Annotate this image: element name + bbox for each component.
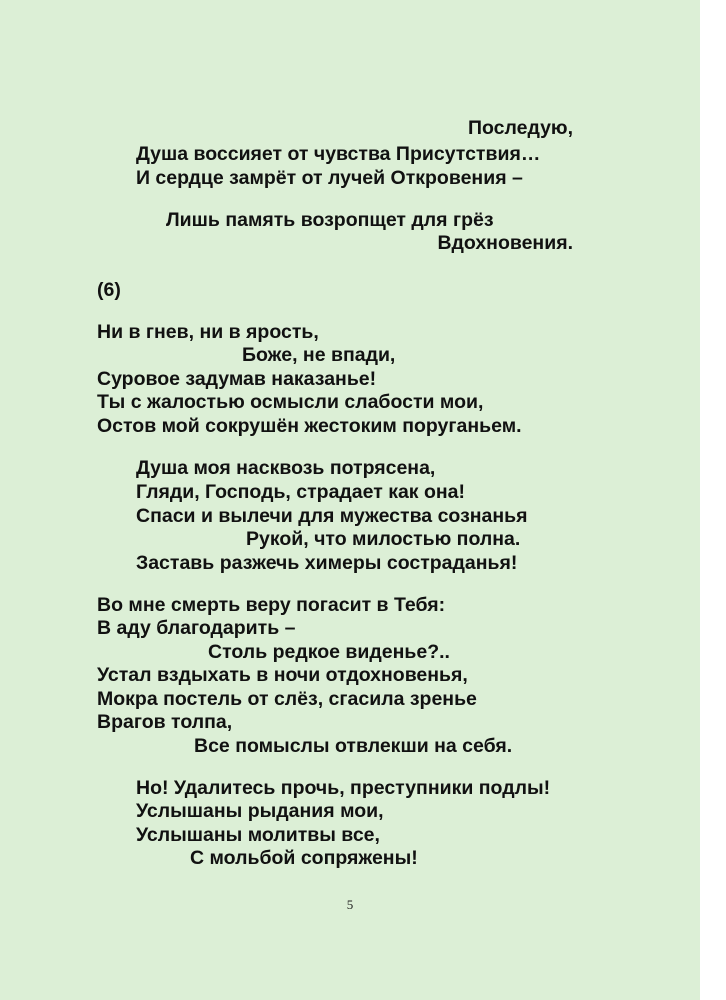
poem-line: Все помыслы отвлекши на себя. [194, 735, 513, 757]
poem-line: Столь редкое виденье?.. [208, 641, 450, 663]
poem-line: Ты с жалостью осмысли слабости мои, [97, 391, 484, 413]
poem-line: С мольбой сопряжены! [190, 847, 418, 869]
poem-line: Ни в гнев, ни в ярость, [97, 321, 319, 343]
poem-line: Услышаны рыдания мои, [136, 800, 384, 822]
poem-line: Но! Удалитесь прочь, преступники подлы! [136, 777, 551, 799]
poem-line: Последую, [467, 117, 573, 139]
poem-line: Лишь память возропщет для грёз [166, 209, 494, 231]
poem-line: Во мне смерть веру погасит в Тебя: [97, 594, 446, 616]
poem-line: В аду благодарить – [97, 617, 296, 639]
poem-line: Душа воссияет от чувства Присутствия… [136, 143, 541, 165]
section-number: (6) [97, 279, 121, 301]
poem-line: Заставь разжечь химеры состраданья! [136, 552, 518, 574]
poem-line: Услышаны молитвы все, [136, 824, 380, 846]
poem-line: Врагов толпа, [97, 711, 233, 733]
poem-line: Боже, не впади, [242, 344, 396, 366]
poem-line: Мокра постель от слёз, сгасила зренье [97, 688, 477, 710]
poem-line: И сердце замрёт от лучей Откровения – [136, 167, 523, 189]
page-number: 5 [346, 897, 354, 912]
poem-line: Вдохновения. [437, 232, 573, 254]
poem-line: Гляди, Господь, страдает как она! [136, 481, 466, 503]
poem-line: Суровое задумав наказанье! [97, 368, 377, 390]
poem-line: Устал вздыхать в ночи отдохновенья, [97, 664, 468, 686]
poem-line: Рукой, что милостью полна. [246, 528, 521, 550]
poem-line: Остов мой сокрушён жестоким поруганьем. [97, 415, 522, 437]
poem-line: Душа моя насквозь потрясена, [136, 457, 436, 479]
poem-line: Спаси и вылечи для мужества сознанья [136, 505, 528, 527]
